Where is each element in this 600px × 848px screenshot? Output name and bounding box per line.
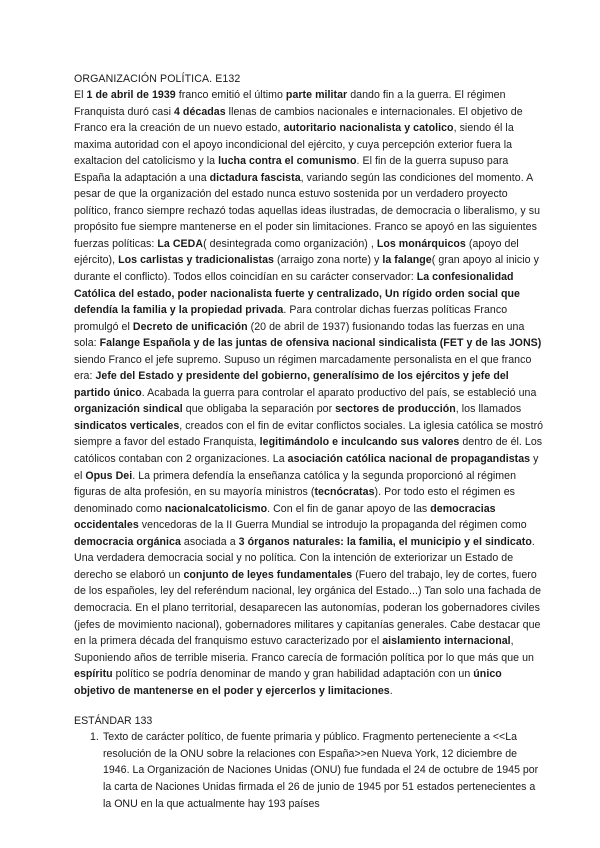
text-run: . bbox=[389, 684, 393, 697]
bold-text-run: legitimándolo e inculcando sus valores bbox=[259, 436, 460, 449]
text-run: , siendo él la maxima autoridad con el apoyo incondicional del ejército, y cuya percepción exterior fuera la exaltacion del catolicismo y la bbox=[74, 122, 514, 168]
bold-text-run: Decreto de unificación bbox=[132, 320, 248, 333]
bold-text-run: dictadura fascista bbox=[209, 171, 301, 184]
bold-text-run: La confesionalidad Católica del estado, poder nacionalista fuerte y centralizado, Un rígido orden social que defendía la familia y la propiedad privada bbox=[74, 271, 520, 317]
document-title: ORGANIZACIÓN POLÍTICA. E132 bbox=[74, 73, 241, 85]
text-run: . Una verdadera democracia social y no política. Con la intención de exteriorizar un Estado de derecho se elaboró un bbox=[74, 535, 535, 581]
list-item-text: Texto de carácter político, de fuente primaria y público. Fragmento perteneciente a <<La resolución de la ONU sobre la relaciones con España>>en Nueva York, 12 diciembre de 1946. La Organización de Naciones Unidas (ONU) fue fundada el 24 de octubre de 1945 por la carta de Naciones Unidas firmada el 26 de junio de 1945 por 51 estados pertenecientes a la ONU en la que actualmente hay 193 países bbox=[103, 731, 539, 810]
list-item-number: 1. bbox=[90, 731, 99, 744]
bold-text-run: aislamiento internacional bbox=[382, 635, 511, 648]
body-paragraph bbox=[74, 87, 544, 699]
text-run: . Con el fin de ganar apoyo de las bbox=[267, 502, 431, 515]
bold-text-run: Opus Dei bbox=[85, 469, 133, 482]
text-run: que obligaba la separación por bbox=[182, 403, 336, 416]
bold-text-run: 4 décadas bbox=[173, 105, 226, 118]
standard-heading: ESTÁNDAR 133 bbox=[74, 715, 153, 728]
text-run: asociada a bbox=[180, 535, 239, 548]
text-run: dentro de él. Los católicos contaban con 2 organizaciones. La bbox=[74, 436, 543, 466]
bold-text-run: nacionalcatolicismo bbox=[164, 502, 268, 515]
bold-text-run: lucha contra el comunismo bbox=[218, 155, 357, 168]
text-run: político se podría denominar de mando y gran habilidad adaptación con un bbox=[112, 668, 474, 681]
text-run: , creados con el fin de evitar conflictos sociales. La iglesia católica se mostró siempre a favor del estado Franquista, bbox=[74, 419, 544, 449]
text-run: . Para controlar dichas fuerzas políticas Franco promulgó el bbox=[74, 304, 508, 333]
bold-text-run: 1 de abril de 1939 bbox=[86, 89, 176, 101]
bold-text-run: espíritu bbox=[74, 668, 113, 681]
text-run: vencedoras de la II Guerra Mundial se introdujo la propaganda del régimen como bbox=[138, 519, 527, 532]
bold-text-run: la falange bbox=[382, 254, 432, 267]
text-run: , variando según las condiciones del momento. A pesar de que la organización del estado nunca estuvo sostenida por un verdadero proyecto político, franco siempre rechazó todas aquellas ideas ilustradas, de democracia o liberalismo, y su propósito fue siempre mantenerse en el poder sin limitaciones. Franco se apoyó en las siguientes fuerzas políticas: bbox=[74, 171, 541, 250]
bold-text-run: 3 órganos naturales: la familia, el municipio y el sindicato bbox=[238, 535, 532, 548]
bold-text-run: sindicatos verticales bbox=[74, 419, 180, 432]
text-run: El bbox=[74, 89, 87, 101]
bold-text-run: democracias occidentales bbox=[74, 502, 496, 532]
text-run: siendo Franco el jefe supremo. Supuso un régimen marcadamente personalista en el que franco era: bbox=[74, 353, 532, 383]
bold-text-run: tecnócratas bbox=[314, 486, 375, 499]
bold-text-run: sectores de producción bbox=[335, 403, 456, 416]
bold-text-run: Jefe del Estado y presidente del gobierno, generalísimo de los ejércitos y jefe del partido único bbox=[74, 370, 509, 399]
text-run: y el bbox=[74, 453, 539, 482]
text-run: , Suponiendo años de terrible miseria. Franco carecía de formación política por lo que más que un bbox=[74, 635, 534, 664]
bold-text-run: conjunto de leyes fundamentales bbox=[183, 568, 353, 581]
text-run: ( desintegrada como organización) , bbox=[203, 237, 377, 250]
text-run: (20 de abril de 1937) fusionando todas las fuerzas en una sola: bbox=[74, 320, 525, 350]
bold-text-run: asociación católica nacional de propagandistas bbox=[287, 453, 531, 466]
text-run: . La primera defendía la enseñanza católica y la segunda proporcionó al régimen figuras de alta profesión, en su mayoría ministros ( bbox=[74, 469, 517, 499]
bold-text-run: autoritario nacionalista y catolico bbox=[283, 122, 454, 135]
text-run: (apoyo del ejército), bbox=[74, 237, 519, 267]
text-run: llenas de cambios nacionales e internacionales. El objetivo de Franco era la creación de un nuevo estado, bbox=[74, 105, 523, 135]
bold-text-run: democracia orgánica bbox=[74, 535, 181, 548]
standard-list bbox=[74, 729, 544, 812]
bold-text-run: Los monárquicos bbox=[376, 237, 466, 250]
bold-text-run: La CEDA bbox=[157, 237, 204, 250]
text-run: , los llamados bbox=[455, 403, 522, 416]
text-run: ( gran apoyo al inicio y durante el conflicto). Todos ellos coincidían en su carácter conservador: bbox=[74, 254, 539, 284]
bold-text-run: único objetivo de mantenerse en el poder y ejercerlos y limitaciones bbox=[74, 668, 502, 697]
bold-text-run: organización sindical bbox=[74, 403, 183, 416]
text-run: franco emitió el último bbox=[175, 89, 286, 101]
text-run: ). Por todo esto el régimen es denominado como bbox=[74, 486, 515, 515]
bold-text-run: parte militar bbox=[285, 89, 348, 101]
text-run: dando fin a la guerra. El régimen Franquista duró casi bbox=[74, 89, 506, 118]
text-run: . Acabada la guerra para controlar el aparato productivo del país, se estableció una bbox=[141, 386, 537, 399]
text-run: . El fin de la guerra supuso para España la adaptación a una bbox=[74, 155, 509, 184]
text-run: (Fuero del trabajo, ley de cortes, fuero de los españoles, ley del referéndum nacional, ley orgánica del Estado...) Tan solo una fachada de democracia. En el plano territorial, desaparecen las autonomías, poderan los gobernadores civiles (jefes de movimiento nacional), gobernadores militares y capitanías generales. Cabe destacar que en la primera década del franquismo estuvo caracterizado por el bbox=[74, 568, 542, 648]
list-item bbox=[74, 729, 544, 812]
bold-text-run: Los carlistas y tradicionalistas bbox=[118, 254, 274, 267]
bold-text-run: Falange Española y de las juntas de ofensiva nacional sindicalista (FET y de las JONS) bbox=[99, 337, 542, 350]
text-run: (arraigo zona norte) y bbox=[274, 254, 383, 267]
